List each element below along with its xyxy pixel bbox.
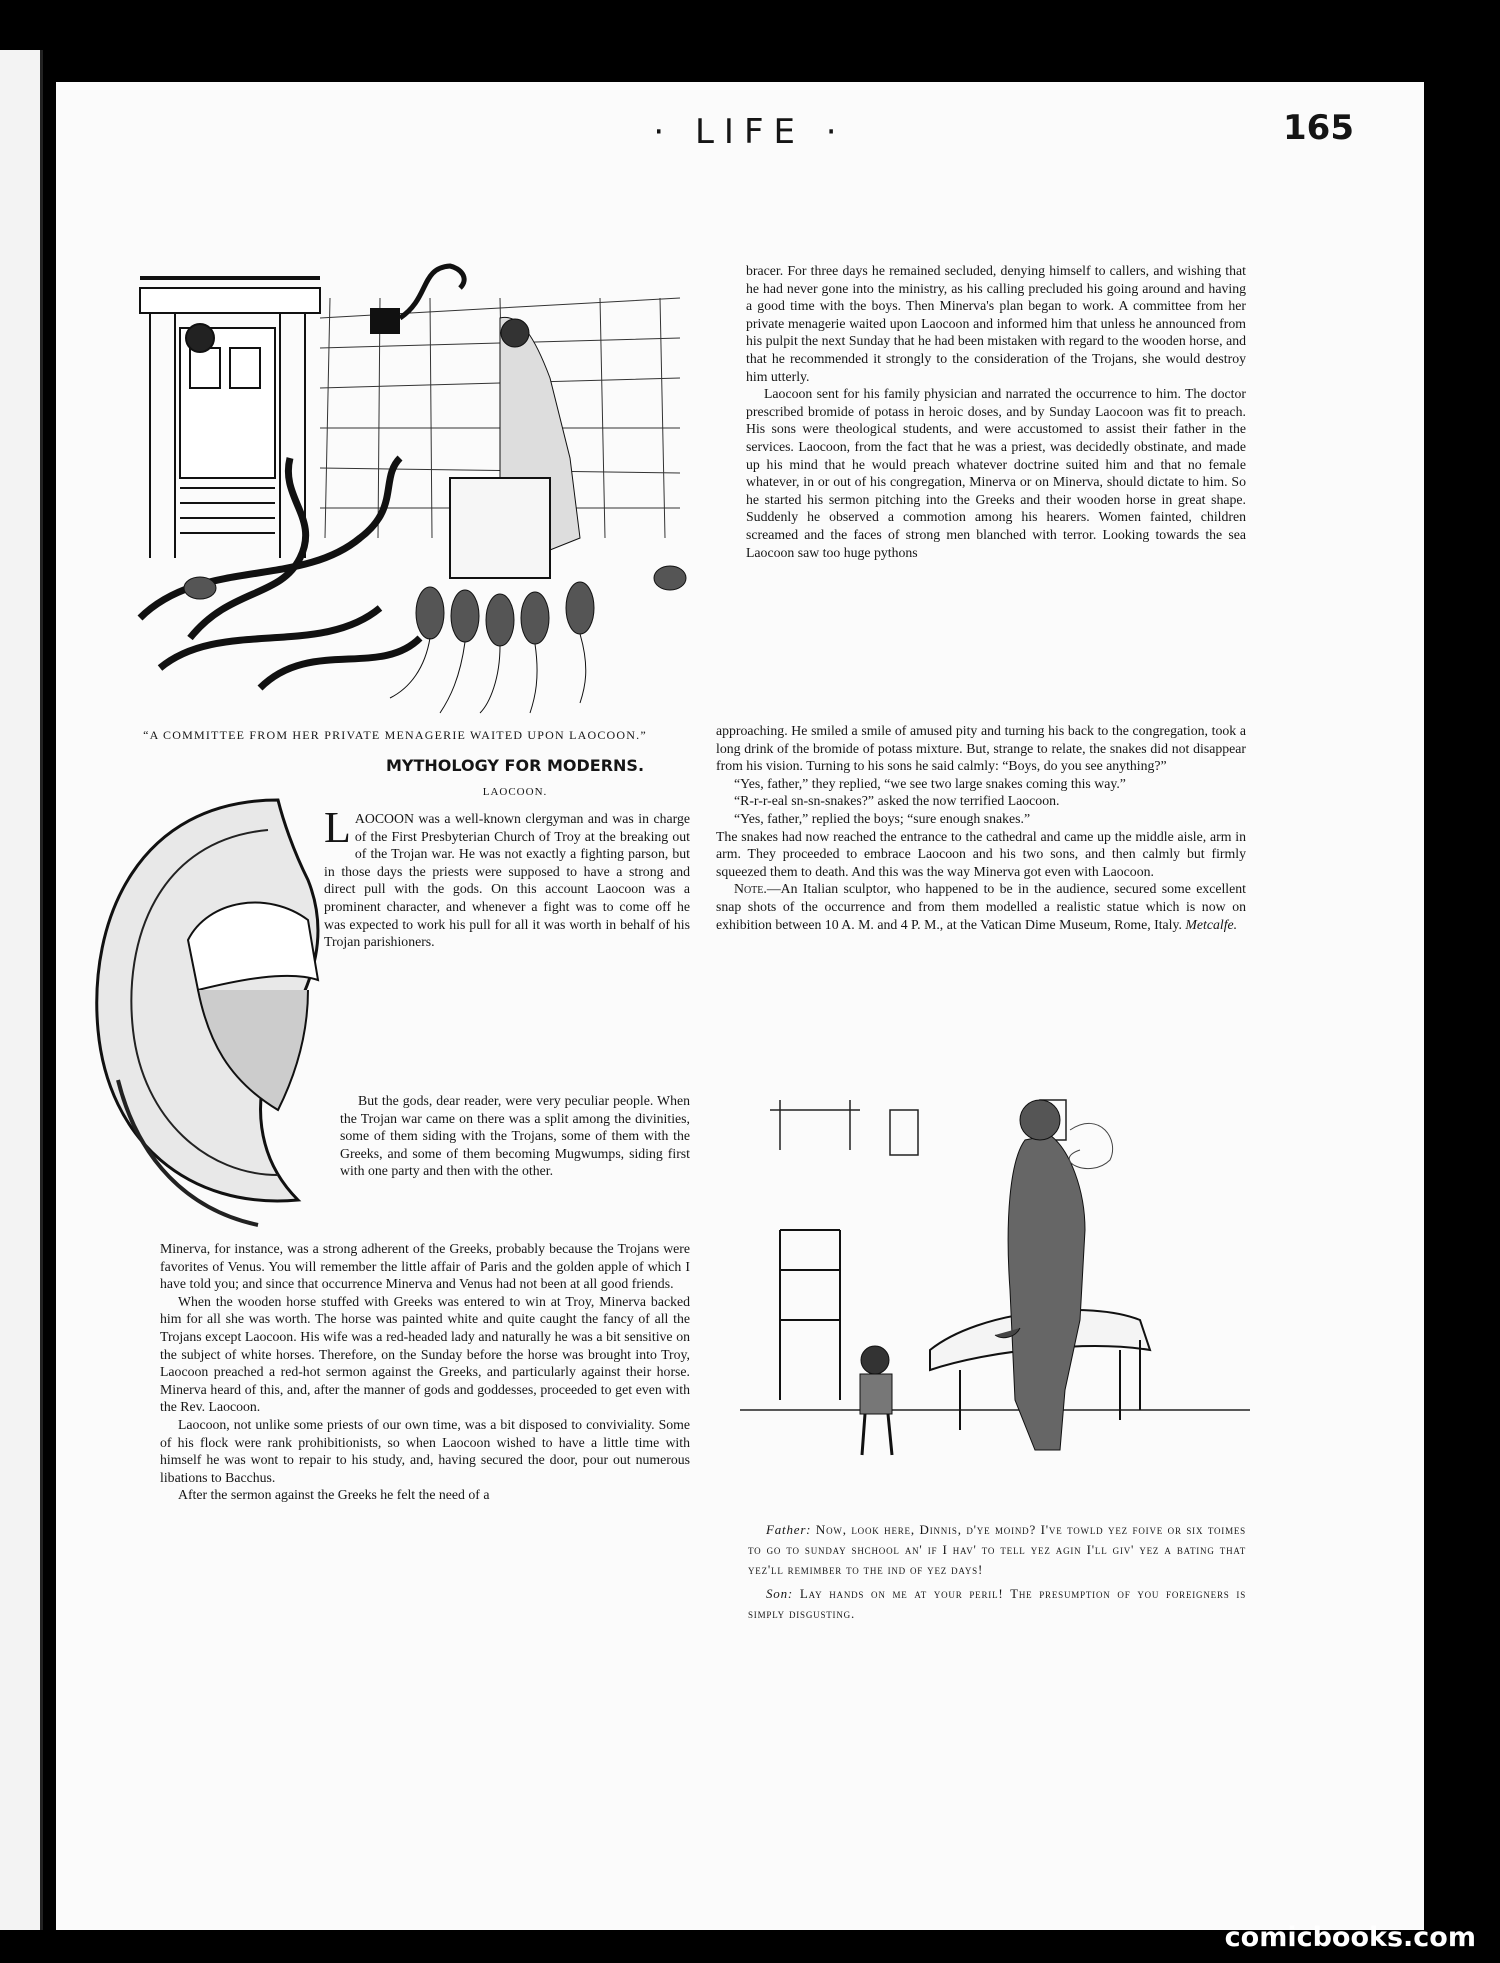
masthead: · LIFE · bbox=[653, 112, 847, 152]
illustration-menagerie bbox=[80, 258, 720, 718]
cartoon-dialogue bbox=[748, 1520, 1246, 1628]
paragraph-2a: But the gods, dear reader, were very peculiar people. When the Trojan war came on there was a split among the divinities, some of them siding with the Trojans, some of them with the Greeks, and some of them becoming Mugwumps, siding first with one party and then with the other. bbox=[340, 1093, 690, 1179]
paragraph-6b: approaching. He smiled a smile of amused pity and turning his back to the congregation, took a long drink of the bromide of potass mixture. But, strange to relate, the snakes did not disappear from his vision. Turning to his sons he said calmly: “Boys, do you see anything?” bbox=[716, 723, 1246, 774]
paragraph-7: The snakes had now reached the entrance to the cathedral and came up the middle aisle, arm in arm. They proceeded to embrace Laocoon and his two sons, and then calmly but firmly squeezed them to death. And this was the way Minerva got even with Laocoon. bbox=[716, 828, 1246, 879]
scan-left-edge bbox=[0, 50, 43, 1930]
note-text: —An Italian sculptor, who happened to be in the audience, secured some excellent snap shots of the occurrence and from them modelled a realistic statue which is now on exhibition between 10 A. M. and 4 P. M., at the Vatican Dime Museum, Rome, Italy. bbox=[716, 881, 1246, 932]
author-signature: Metcalfe. bbox=[1185, 916, 1238, 932]
father-label: Father: bbox=[766, 1522, 812, 1537]
paragraph-3: When the wooden horse stuffed with Greeks was entered to win at Troy, Minerva backed him for all she was worth. The horse was painted white and quite caught the fancy of all the Trojans except Laocoon. His wife was a red-headed lady and naturally he was a bit sensitive on the subject of white horses. Therefore, on the Sunday before the horse was brought into Troy, Laocoon preached a red-hot sermon against the Greeks, and particularly against their horse. Minerva heard of this, and, after the manner of gods and goddesses, proceeded to get even with the Rev. Laocoon. bbox=[160, 1293, 690, 1415]
article-text-right-wide bbox=[716, 722, 1246, 933]
article-title: MYTHOLOGY FOR MODERNS. bbox=[385, 756, 645, 775]
illustration-caption: “A COMMITTEE FROM HER PRIVATE MENAGERIE WAITED UPON LAOCOON.” bbox=[143, 728, 647, 742]
quote-1: “Yes, father,” they replied, “we see two large snakes coming this way.” bbox=[734, 775, 1126, 791]
article-text-left-wrap-2 bbox=[340, 1092, 690, 1180]
illustration-minerva-coin bbox=[78, 780, 358, 1240]
quote-2: “R-r-r-eal sn-sn-snakes?” asked the now terrified Laocoon. bbox=[734, 793, 1060, 809]
paragraph-1: AOCOON was a well-known clergyman and was in charge of the First Presbyterian Church of Troy at the breaking out of the Trojan war. He was not exactly a fighting parson, but in those days the priests were supposed to have a strong and direct pull with the gods. On this account Laocoon was a prominent character, and whenever a fight was to come off he was expected to work his pull for all it was worth in behalf of his Trojan parishioners. bbox=[324, 811, 690, 950]
article-text-left-wrap bbox=[324, 803, 690, 951]
paragraph-4: Laocoon, not unlike some priests of our own time, was a bit disposed to conviviality. Some of his flock were rank prohibitionists, so when Laocoon wished to have a little time with himself he was wont to repair to his study, and, having secured the door, pour out numerous libations to Bacchus. bbox=[160, 1416, 690, 1485]
article-text-right-top bbox=[746, 262, 1246, 561]
watermark: comicbooks.com bbox=[1224, 1922, 1476, 1953]
son-label: Son: bbox=[766, 1586, 794, 1601]
dropcap: L bbox=[324, 803, 351, 852]
article-text-left-full bbox=[160, 1240, 690, 1504]
father-line: Now, look here, Dinnis, d'ye moind? I've towld yez foive or six toimes to go to sunday shchool an' if I hav' to tell yez agin I'll giv' yez a bating that yez'll remimber to the ind of yez days! bbox=[748, 1522, 1246, 1577]
illustration-father-son bbox=[740, 1070, 1250, 1510]
article-subtitle: LAOCOON. bbox=[482, 786, 548, 798]
paragraph-2b: Minerva, for instance, was a strong adherent of the Greeks, probably because the Trojans were favorites of Venus. You will remember the little affair of Paris and the golden apple of which I have told you; and since that occurrence Minerva and Venus had not been at all good friends. bbox=[160, 1241, 690, 1292]
quote-3: “Yes, father,” replied the boys; “sure enough snakes.” bbox=[734, 810, 1031, 826]
page-number: 165 bbox=[1283, 108, 1354, 148]
paragraph-5-start: After the sermon against the Greeks he felt the need of a bbox=[178, 1487, 490, 1503]
note-label: Note. bbox=[734, 881, 767, 897]
paragraph-6a: Laocoon sent for his family physician and narrated the occurrence to him. The doctor prescribed bromide of potass in heroic doses, and by Sunday Laocoon was fit to preach. His sons were theological students, and were accustomed to assist their father in the services. Laocoon, from the fact that he was a priest, was decidedly obstinate, and made up his mind that he would preach whatever doctrine suited him and that no female whatever, in or out of his congregation, Minerva or on Minerva, should dictate to him. So he started his sermon pitching into the Greeks and their wooden horse in great shape. Suddenly he observed a commotion among his hearers. Women fainted, children screamed and the faces of strong men blanched with terror. Looking towards the sea Laocoon saw too huge pythons bbox=[746, 386, 1246, 560]
paragraph-5-cont: bracer. For three days he remained secluded, denying himself to callers, and wishing that he had never gone into the ministry, as his calling precluded his going around and having a good time with the boys. Then Minerva's plan began to work. A committee from her private menagerie waited upon Laocoon and informed him that unless he announced from his pulpit the next Sunday that he had been mistaken with regard to the wooden horse, and that he recommended it strongly to the consideration of the Trojans, she would destroy him utterly. bbox=[746, 263, 1246, 384]
son-line: Lay hands on me at your peril! The presumption of you foreigners is simply disgusting. bbox=[748, 1586, 1246, 1621]
